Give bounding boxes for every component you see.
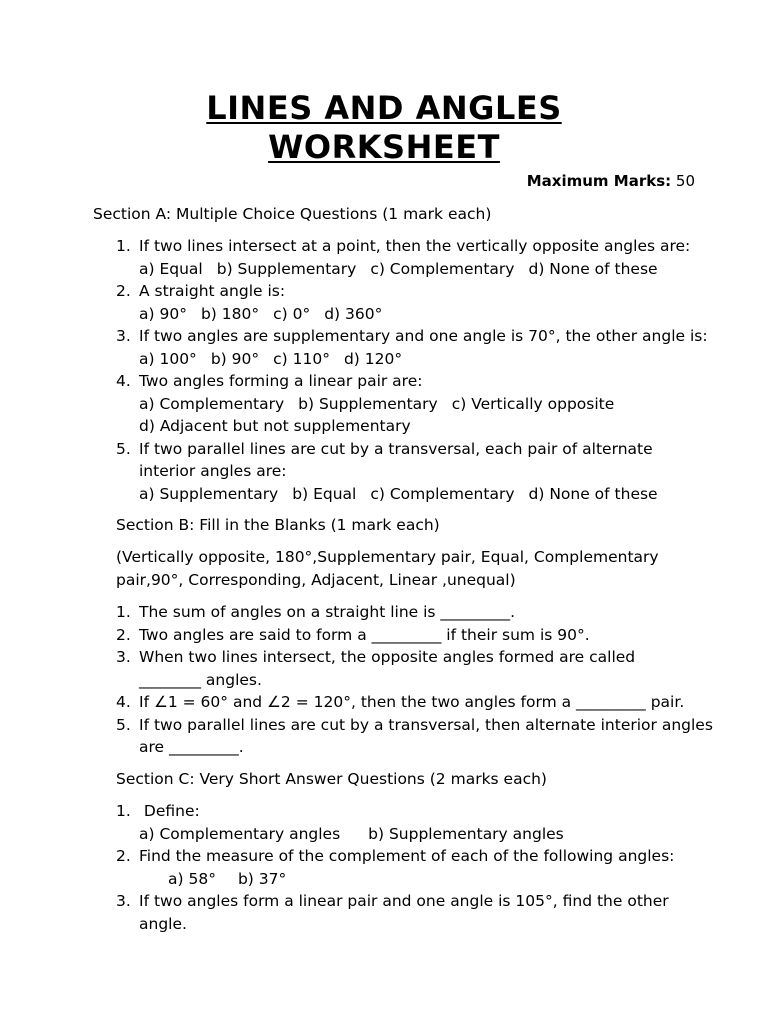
question-text: A straight angle is: [139,282,286,300]
option: d) 360° [324,304,383,323]
question-number: 3. [116,648,131,666]
option: a) 100° [139,349,197,368]
option: b) Supplementary [298,394,438,413]
question-text: The sum of angles on a straight line is _________. [139,603,516,621]
question-text: If two angles are supplementary and one angle is 70°, the other angle is: [139,327,708,345]
question-number: 3. [116,327,131,345]
section-a-heading: Section A: Multiple Choice Questions (1 mark each) [93,205,492,223]
list-item [116,325,708,370]
list-item [116,601,696,624]
question-options [139,483,696,506]
option: b) 37° [237,869,287,888]
question-number: 1. [116,603,131,621]
word-bank [116,546,676,591]
question-number: 2. [116,625,131,644]
question-text: If two parallel lines are cut by a transversal, each pair of alternate [139,439,653,458]
question-text-continued: angle. [139,914,187,933]
question-text-continued: ________ angles. [139,670,262,689]
option: a) 58° [168,869,216,888]
option: c) Complementary [370,484,515,503]
option: a) Supplementary [139,484,279,503]
option: c) Vertically opposite [451,394,615,413]
question-text: Find the measure of the complement of each of the following angles: [139,847,675,865]
question-options [139,393,696,416]
section-c-questions [116,800,696,935]
option: a) Complementary angles [139,824,341,843]
maximum-marks [527,171,695,191]
list-item [116,438,696,506]
option: b) 90° [210,349,260,368]
option: b) Supplementary angles [368,824,564,843]
question-options [139,823,696,846]
question-text: When two lines intersect, the opposite angles formed are called [139,648,636,666]
question-number: 5. [116,715,131,734]
option: a) Complementary [139,394,285,413]
option: d) None of these [528,484,658,503]
question-number: 2. [116,282,131,300]
question-text: Two angles forming a linear pair are: [139,372,423,390]
question-text-continued: are _________. [139,738,244,756]
question-options [139,258,696,281]
word-bank-line: (Vertically opposite, 180°,Supplementary pair, Equal, Complementary [116,548,659,566]
option: b) Supplementary [216,259,357,278]
question-options [139,303,696,326]
list-item [116,890,696,935]
list-item [116,691,696,714]
option: a) 90° [139,304,187,323]
maximum-marks-value: 50 [675,172,695,190]
question-number: 1. [116,802,131,820]
list-item [116,370,696,438]
list-item [116,280,696,325]
option: d) Adjacent but not supplementary [139,417,411,435]
option: d) 120° [343,349,403,368]
question-text: Two angles are said to form a _________ if their sum is 90°. [139,625,590,644]
word-bank-line: pair,90°, Corresponding, Adjacent, Linear ,unequal) [116,570,516,589]
option: d) None of these [528,259,658,278]
question-number: 2. [116,847,131,865]
question-text: If two angles form a linear pair and one angle is 105°, find the other [139,892,669,910]
question-number: 3. [116,892,131,910]
question-text-continued: interior angles are: [139,462,287,480]
question-options [139,415,696,438]
list-item [116,714,713,759]
list-item [116,624,696,647]
section-c-heading: Section C: Very Short Answer Questions (2 marks each) [116,770,547,788]
question-number: 5. [116,439,131,458]
option: c) 0° [273,304,311,323]
question-number: 4. [116,372,131,390]
list-item [116,800,696,845]
option: a) Equal [139,259,203,278]
section-b-heading: Section B: Fill in the Blanks (1 mark each) [116,516,440,534]
question-text: If ∠1 = 60° and ∠2 = 120°, then the two angles form a _________ pair. [139,693,685,711]
question-text: If two parallel lines are cut by a transversal, then alternate interior angles [139,715,713,734]
question-text: If two lines intersect at a point, then the vertically opposite angles are: [139,237,691,255]
section-a-questions [116,235,708,505]
question-options [139,868,696,891]
question-text: Define: [139,802,200,820]
list-item [116,235,696,280]
option: c) Complementary [370,259,515,278]
list-item [116,845,696,890]
worksheet-title-line1: LINES AND ANGLES [206,89,562,127]
option: b) 180° [200,304,260,323]
question-options [139,348,696,371]
worksheet-title-line2: WORKSHEET [268,128,500,166]
question-number: 4. [116,693,131,711]
section-b-questions [116,601,713,759]
maximum-marks-label: Maximum Marks: [526,172,672,190]
question-number: 1. [116,237,131,255]
option: c) 110° [273,349,330,368]
list-item [116,646,696,691]
option: b) Equal [292,484,357,503]
